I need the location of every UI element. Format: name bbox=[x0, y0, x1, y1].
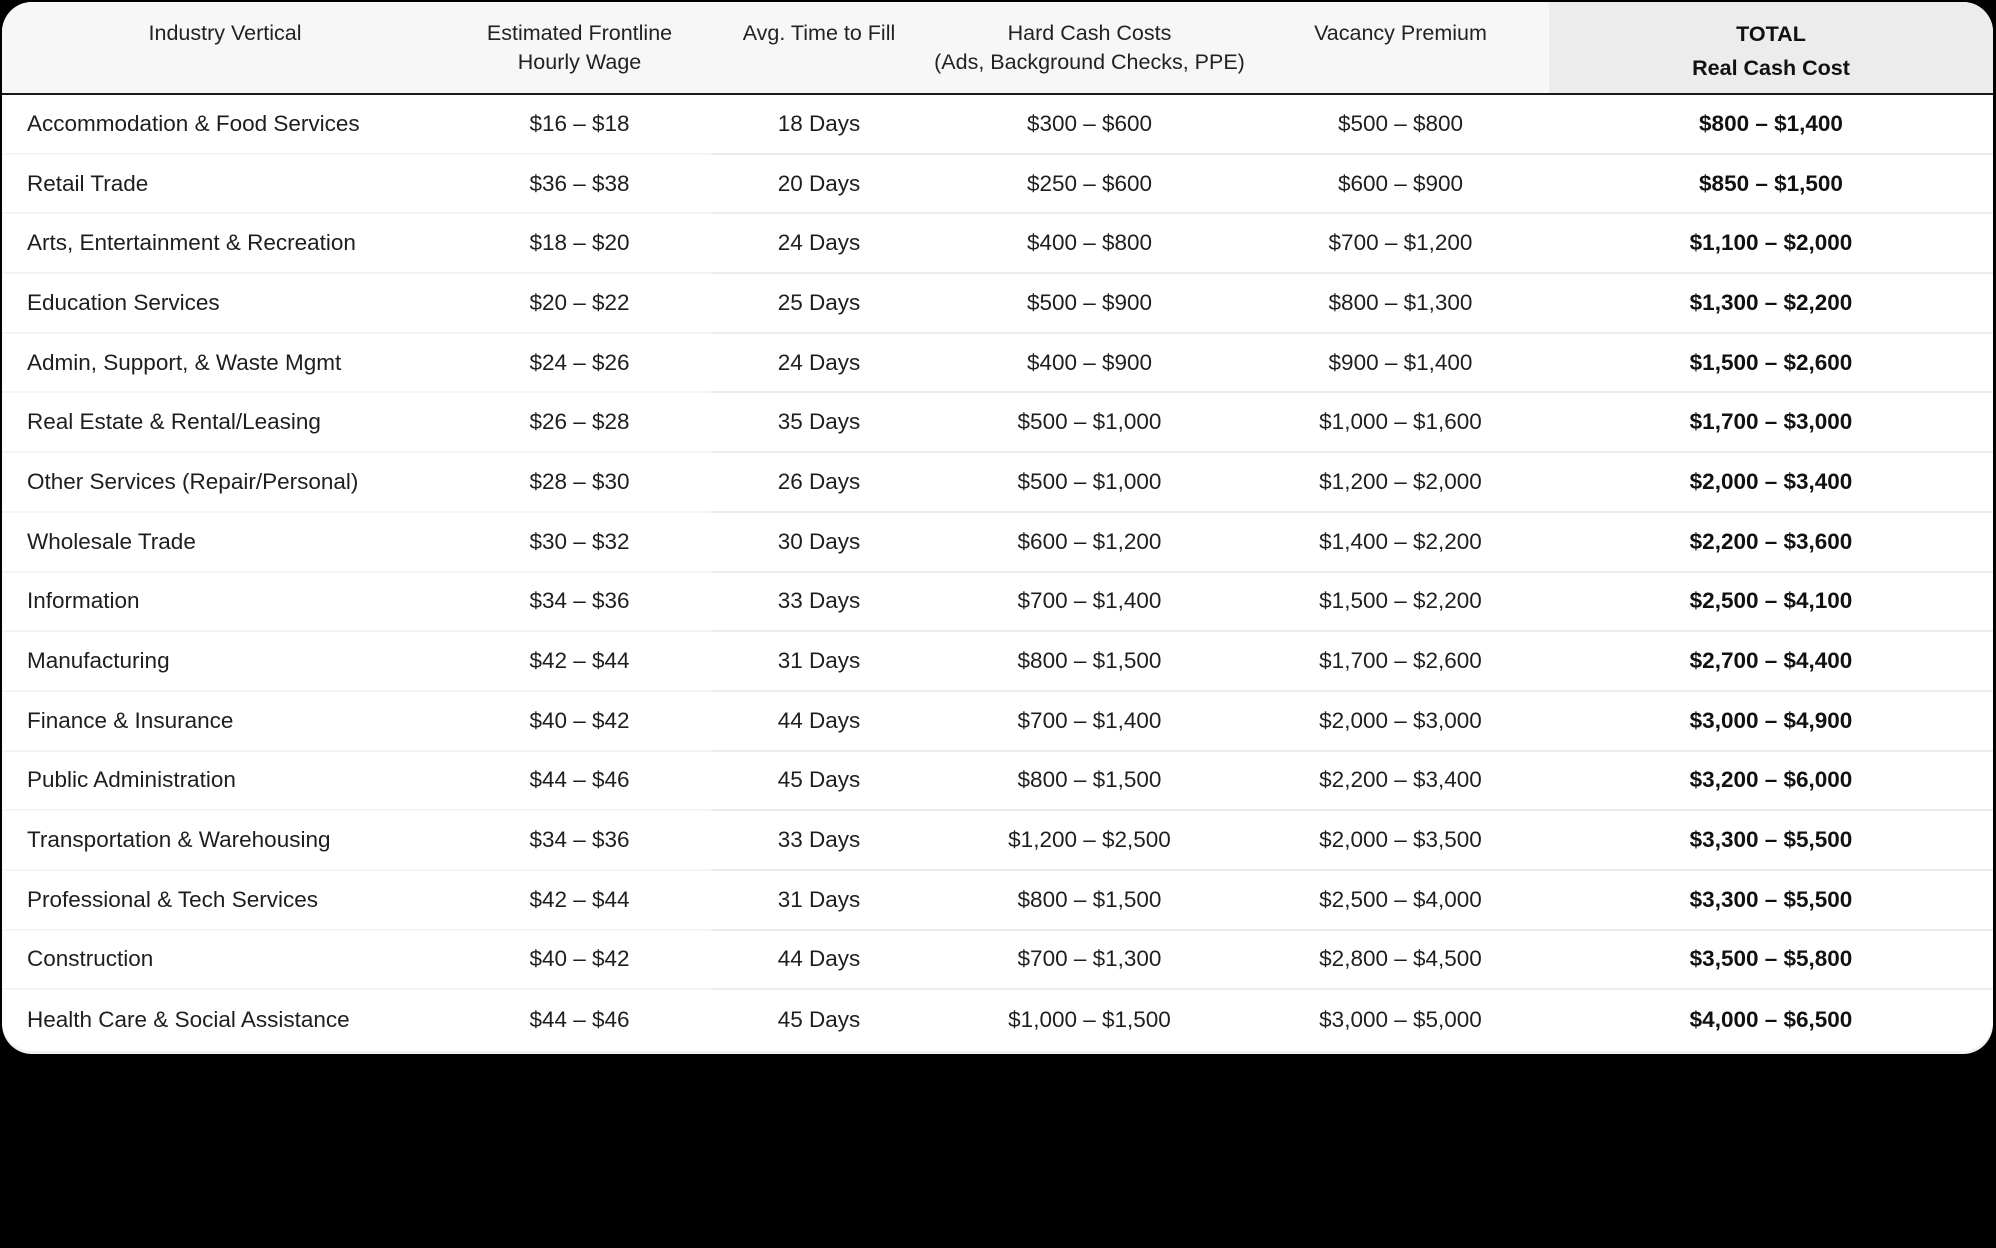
cell-hard-cash-costs: $700 – $1,400 bbox=[927, 572, 1252, 632]
cell-time-to-fill: 44 Days bbox=[711, 691, 927, 751]
cell-hard-cash-costs: $300 – $600 bbox=[927, 94, 1252, 154]
table-row bbox=[2, 930, 1993, 990]
cell-vacancy-premium: $600 – $900 bbox=[1252, 154, 1549, 214]
cell-hourly-wage: $20 – $22 bbox=[448, 273, 711, 333]
cell-vacancy-premium: $800 – $1,300 bbox=[1252, 273, 1549, 333]
cell-time-to-fill: 45 Days bbox=[777, 1006, 861, 1032]
cell-hourly-wage: $44 – $46 bbox=[529, 1006, 630, 1032]
cell-hourly-wage: $44 – $46 bbox=[448, 751, 711, 811]
cell-vacancy-premium: $1,700 – $2,600 bbox=[1252, 631, 1549, 691]
table-row bbox=[2, 273, 1993, 333]
cell-vacancy-premium: $2,000 – $3,000 bbox=[1252, 691, 1549, 751]
cell-hourly-wage: $34 – $36 bbox=[448, 572, 711, 632]
cell-hard-cash-costs: $500 – $1,000 bbox=[927, 392, 1252, 452]
cell-hard-cash-costs: $400 – $800 bbox=[927, 213, 1252, 273]
cell-industry: Information bbox=[2, 572, 448, 632]
cell-industry: Arts, Entertainment & Recreation bbox=[2, 213, 448, 273]
cell-time-to-fill: 33 Days bbox=[711, 810, 927, 870]
cell-time-to-fill: 35 Days bbox=[711, 392, 927, 452]
cell-industry: Public Administration bbox=[2, 751, 448, 811]
header-label: TOTAL bbox=[1736, 22, 1806, 46]
cell-industry: Manufacturing bbox=[2, 631, 448, 691]
cell-time-to-fill: 31 Days bbox=[711, 870, 927, 930]
table-row bbox=[2, 751, 1993, 811]
cell-industry: Education Services bbox=[2, 273, 448, 333]
cell-total-real-cash-cost: $2,200 – $3,600 bbox=[1549, 512, 1993, 572]
cell-industry: Wholesale Trade bbox=[2, 512, 448, 572]
cell-vacancy-premium: $1,200 – $2,000 bbox=[1252, 452, 1549, 512]
cell-industry: Transportation & Warehousing bbox=[2, 810, 448, 870]
header-total-real-cash-cost bbox=[1549, 2, 1993, 94]
header-sublabel: (Ads, Background Checks, PPE) bbox=[934, 50, 1245, 74]
table-row bbox=[2, 572, 1993, 632]
cell-time-to-fill: 26 Days bbox=[711, 452, 927, 512]
cell-industry: Finance & Insurance bbox=[2, 691, 448, 751]
cost-table-card bbox=[2, 2, 1993, 1051]
cell-industry: Retail Trade bbox=[2, 154, 448, 214]
cell-vacancy-premium: $3,000 – $5,000 bbox=[1319, 1006, 1482, 1032]
cell-total-real-cash-cost: $2,000 – $3,400 bbox=[1549, 452, 1993, 512]
cell-hourly-wage: $28 – $30 bbox=[448, 452, 711, 512]
cell-time-to-fill: 31 Days bbox=[711, 631, 927, 691]
cell-total-real-cash-cost: $3,000 – $4,900 bbox=[1549, 691, 1993, 751]
cell-vacancy-premium: $700 – $1,200 bbox=[1252, 213, 1549, 273]
cell-total-real-cash-cost: $1,700 – $3,000 bbox=[1549, 392, 1993, 452]
table-row bbox=[2, 870, 1993, 930]
cell-hard-cash-costs: $500 – $900 bbox=[927, 273, 1252, 333]
cell-total-real-cash-cost: $1,500 – $2,600 bbox=[1549, 333, 1993, 393]
cell-hourly-wage: $26 – $28 bbox=[448, 392, 711, 452]
cell-hard-cash-costs: $250 – $600 bbox=[927, 154, 1252, 214]
header-time-to-fill bbox=[711, 2, 927, 94]
cell-hard-cash-costs: $700 – $1,400 bbox=[927, 691, 1252, 751]
table-row bbox=[2, 631, 1993, 691]
cell-hard-cash-costs: $400 – $900 bbox=[927, 333, 1252, 393]
table-row bbox=[2, 213, 1993, 273]
header-hard-cash-costs bbox=[927, 2, 1252, 94]
cell-hourly-wage: $30 – $32 bbox=[448, 512, 711, 572]
cell-total-real-cash-cost: $2,700 – $4,400 bbox=[1549, 631, 1993, 691]
header-label: Avg. Time to Fill bbox=[742, 21, 896, 45]
header-hourly-wage bbox=[448, 2, 711, 94]
header-label: Hard Cash Costs bbox=[1007, 21, 1172, 45]
cell-hourly-wage: $36 – $38 bbox=[448, 154, 711, 214]
cell-industry: Other Services (Repair/Personal) bbox=[2, 452, 448, 512]
table-row bbox=[2, 154, 1993, 214]
cell-hourly-wage: $24 – $26 bbox=[448, 333, 711, 393]
header-sublabel: Hourly Wage bbox=[517, 50, 642, 74]
cell-total-real-cash-cost: $3,200 – $6,000 bbox=[1549, 751, 1993, 811]
cell-industry: Real Estate & Rental/Leasing bbox=[2, 392, 448, 452]
cell-time-to-fill: 44 Days bbox=[711, 930, 927, 990]
cell-industry: Accommodation & Food Services bbox=[2, 94, 448, 154]
table-header bbox=[2, 2, 1993, 94]
cell-time-to-fill: 20 Days bbox=[711, 154, 927, 214]
table-row bbox=[2, 94, 1993, 154]
cell-total-real-cash-cost: $1,100 – $2,000 bbox=[1549, 213, 1993, 273]
cell-vacancy-premium: $1,500 – $2,200 bbox=[1252, 572, 1549, 632]
table-row bbox=[2, 810, 1993, 870]
table-row bbox=[2, 333, 1993, 393]
cell-hourly-wage: $34 – $36 bbox=[448, 810, 711, 870]
cell-time-to-fill: 18 Days bbox=[711, 94, 927, 154]
cell-total-real-cash-cost: $3,300 – $5,500 bbox=[1549, 870, 1993, 930]
cell-total-real-cash-cost: $850 – $1,500 bbox=[1549, 154, 1993, 214]
header-label: Vacancy Premium bbox=[1314, 21, 1487, 45]
cell-hourly-wage: $40 – $42 bbox=[448, 930, 711, 990]
cell-hourly-wage: $16 – $18 bbox=[448, 94, 711, 154]
cell-vacancy-premium: $2,500 – $4,000 bbox=[1252, 870, 1549, 930]
cell-hourly-wage: $18 – $20 bbox=[448, 213, 711, 273]
cell-hard-cash-costs: $800 – $1,500 bbox=[927, 631, 1252, 691]
cell-hard-cash-costs: $600 – $1,200 bbox=[927, 512, 1252, 572]
cell-hard-cash-costs: $1,200 – $2,500 bbox=[927, 810, 1252, 870]
cell-hourly-wage: $40 – $42 bbox=[448, 691, 711, 751]
cell-industry: Construction bbox=[2, 930, 448, 990]
header-vacancy-premium bbox=[1252, 2, 1549, 94]
cell-hourly-wage: $42 – $44 bbox=[448, 870, 711, 930]
header-row bbox=[2, 2, 1993, 94]
cell-time-to-fill: 33 Days bbox=[711, 572, 927, 632]
cell-hard-cash-costs: $500 – $1,000 bbox=[927, 452, 1252, 512]
cell-hard-cash-costs: $700 – $1,300 bbox=[927, 930, 1252, 990]
cell-total-real-cash-cost: $2,500 – $4,100 bbox=[1549, 572, 1993, 632]
cell-time-to-fill: 25 Days bbox=[711, 273, 927, 333]
cell-vacancy-premium: $900 – $1,400 bbox=[1252, 333, 1549, 393]
cell-time-to-fill: 24 Days bbox=[711, 333, 927, 393]
header-label: Estimated Frontline bbox=[486, 21, 673, 45]
cell-industry: Admin, Support, & Waste Mgmt bbox=[2, 333, 448, 393]
cell-hard-cash-costs: $800 – $1,500 bbox=[927, 751, 1252, 811]
cell-total-real-cash-cost: $1,300 – $2,200 bbox=[1549, 273, 1993, 333]
table-row bbox=[2, 392, 1993, 452]
header-sublabel: Real Cash Cost bbox=[1692, 56, 1850, 80]
cell-hourly-wage: $42 – $44 bbox=[448, 631, 711, 691]
table-row bbox=[2, 989, 1993, 1049]
cell-hard-cash-costs: $800 – $1,500 bbox=[927, 870, 1252, 930]
hiring-cost-table bbox=[2, 2, 1993, 1049]
cell-time-to-fill: 30 Days bbox=[711, 512, 927, 572]
cell-time-to-fill: 45 Days bbox=[711, 751, 927, 811]
cell-time-to-fill: 24 Days bbox=[711, 213, 927, 273]
cell-total-real-cash-cost: $3,500 – $5,800 bbox=[1549, 930, 1993, 990]
table-row bbox=[2, 452, 1993, 512]
cell-total-real-cash-cost: $3,300 – $5,500 bbox=[1549, 810, 1993, 870]
cell-hard-cash-costs: $1,000 – $1,500 bbox=[1008, 1006, 1171, 1032]
cell-vacancy-premium: $2,200 – $3,400 bbox=[1252, 751, 1549, 811]
cell-industry: Health Care & Social Assistance bbox=[27, 1006, 350, 1032]
header-industry-vertical bbox=[2, 2, 448, 94]
table-body bbox=[2, 94, 1993, 1049]
table-row bbox=[2, 512, 1993, 572]
cell-total-real-cash-cost: $4,000 – $6,500 bbox=[1689, 1006, 1853, 1032]
cell-industry: Professional & Tech Services bbox=[2, 870, 448, 930]
cell-vacancy-premium: $1,000 – $1,600 bbox=[1252, 392, 1549, 452]
header-label: Industry Vertical bbox=[148, 21, 302, 45]
cell-total-real-cash-cost: $800 – $1,400 bbox=[1549, 94, 1993, 154]
cell-vacancy-premium: $500 – $800 bbox=[1252, 94, 1549, 154]
cell-vacancy-premium: $1,400 – $2,200 bbox=[1252, 512, 1549, 572]
table-row bbox=[2, 691, 1993, 751]
cell-vacancy-premium: $2,800 – $4,500 bbox=[1252, 930, 1549, 990]
cell-vacancy-premium: $2,000 – $3,500 bbox=[1252, 810, 1549, 870]
